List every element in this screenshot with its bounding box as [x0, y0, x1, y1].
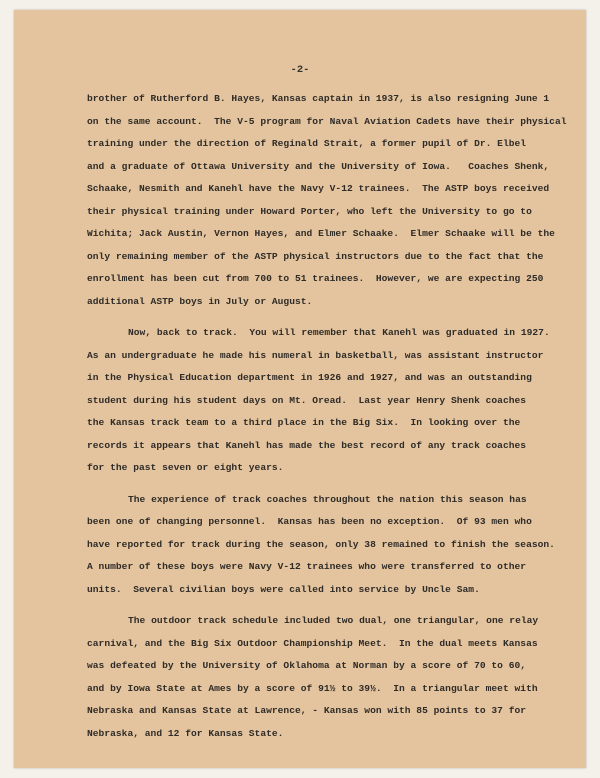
text-line: carnival, and the Big Six Outdoor Championship Meet. In the dual meets Kansas	[87, 637, 538, 649]
text-line: units. Several civilian boys were called into service by Uncle Sam.	[87, 583, 480, 595]
text-line: the Kansas track team to a third place in the Big Six. In looking over the	[87, 417, 521, 428]
text-line: been one of changing personnel. Kansas has been no exception. Of 93 men who	[87, 516, 532, 527]
text-line: Now, back to track. You will remember that Kanehl was graduated in 1927.	[128, 327, 550, 338]
text-line: training under the direction of Reginald Strait, a former pupil of Dr. Elbel	[87, 138, 527, 149]
text-line: As an undergraduate he made his numeral in basketball, was assistant instructor	[87, 349, 544, 361]
text-line: for the past seven or eight years.	[87, 462, 284, 473]
paragraph	[87, 322, 567, 480]
paragraph	[87, 489, 567, 602]
page-number: -2-	[290, 64, 310, 76]
text-line: their physical training under Howard Porter, who left the University to go to	[87, 205, 532, 217]
text-line: Wichita; Jack Austin, Vernon Hayes, and Elmer Schaake. Elmer Schaake will be the	[87, 228, 555, 239]
paragraph-gap	[87, 313, 567, 322]
text-line: brother of Rutherford B. Hayes, Kansas captain in 1937, is also resigning June 1	[87, 93, 550, 104]
text-line: additional ASTP boys in July or August.	[87, 295, 313, 307]
text-line: was defeated by the University of Oklahoma at Norman by a score of 70 to 60,	[87, 660, 527, 671]
text-line: have reported for track during the season, only 38 remained to finish the season.	[87, 538, 555, 550]
paragraph-gap	[87, 480, 567, 489]
text-line: student during his student days on Mt. Oread. Last year Henry Shenk coaches	[87, 394, 527, 406]
typed-page	[14, 10, 586, 768]
text-line: and by Iowa State at Ames by a score of 91½ to 39½. In a triangular meet with	[87, 682, 538, 694]
paragraph-gap	[87, 601, 567, 610]
text-line: Nebraska, and 12 for Kansas State.	[87, 727, 284, 739]
paragraph	[87, 88, 567, 313]
text-line: The experience of track coaches throughout the nation this season has	[128, 493, 527, 505]
text-line: Schaake, Nesmith and Kanehl have the Navy V-12 trainees. The ASTP boys received	[87, 183, 550, 194]
text-line: on the same account. The V-5 program for Naval Aviation Cadets have their physical	[87, 115, 567, 127]
text-line: only remaining member of the ASTP physical instructors due to the fact that the	[87, 250, 544, 262]
text-line: Nebraska and Kansas State at Lawrence, - Kansas won with 85 points to 37 for	[87, 705, 527, 716]
text-line: The outdoor track schedule included two dual, one triangular, one relay	[128, 615, 539, 626]
paragraph	[87, 610, 567, 745]
body-text	[87, 88, 567, 745]
text-line: and a graduate of Ottawa University and the University of Iowa. Coaches Shenk,	[87, 160, 550, 172]
text-line: enrollment has been cut from 700 to 51 trainees. However, we are expecting 250	[87, 273, 544, 284]
text-line: records it appears that Kanehl has made the best record of any track coaches	[87, 439, 527, 451]
text-line: A number of these boys were Navy V-12 trainees who were transferred to other	[87, 561, 527, 572]
text-line: in the Physical Education department in 1926 and 1927, and was an outstanding	[87, 372, 532, 383]
